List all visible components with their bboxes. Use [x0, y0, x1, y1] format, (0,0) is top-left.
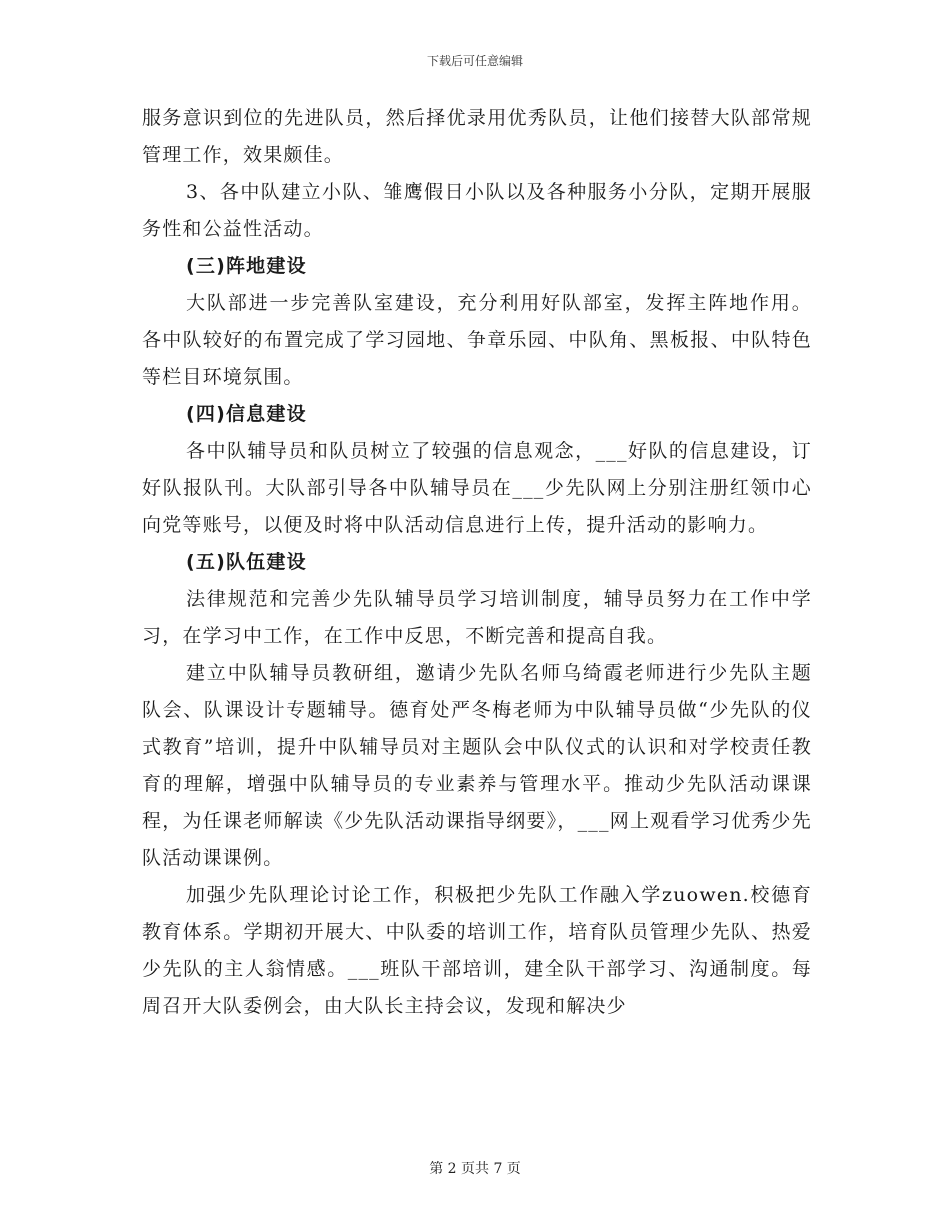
paragraph-1: 服务意识到位的先进队员，然后择优录用优秀队员，让他们接替大队部常规管理工作，效果颇佳。	[142, 107, 812, 166]
document-body	[142, 100, 812, 1025]
paragraph-5: 法律规范和完善少先队辅导员学习培训制度，辅导员努力在工作中学习，在学习中工作，在工作中反思，不断完善和提高自我。	[142, 588, 812, 647]
page-footer: 第 2 页共 7 页	[429, 1161, 521, 1177]
section-heading-3: (三)阵地建设	[186, 255, 307, 277]
section-heading-5: (五)队伍建设	[186, 551, 307, 573]
section-heading-4: (四)信息建设	[186, 403, 307, 425]
paragraph-2: 3、各中队建立小队、雏鹰假日小队以及各种服务小分队，定期开展服务性和公益性活动。	[142, 181, 812, 240]
paragraph-3: 大队部进一步完善队室建设，充分利用好队部室，发挥主阵地作用。各中队较好的布置完成了学习园地、争章乐园、中队角、黑板报、中队特色等栏目环境氛围。	[142, 292, 812, 388]
page-header: 下载后可任意编辑	[426, 54, 523, 68]
paragraph-7: 加强少先队理论讨论工作，积极把少先队工作融入学zuowen.校德育教育体系。学期初开展大、中队委的培训工作，培育队员管理少先队、热爱少先队的主人翁情感。___班队干部培训，建全队干部学习、沟通制度。每周召开大队委例会，由大队长主持会议，发现和解决少	[142, 884, 812, 1017]
paragraph-4: 各中队辅导员和队员树立了较强的信息观念，___好队的信息建设，订好队报队刊。大队部引导各中队辅导员在___少先队网上分别注册红领巾心向党等账号，以便及时将中队活动信息进行上传，提升活动的影响力。	[142, 440, 812, 536]
paragraph-6: 建立中队辅导员教研组，邀请少先队名师乌绮霞老师进行少先队主题队会、队课设计专题辅导。德育处严冬梅老师为中队辅导员做“少先队的仪式教育”培训，提升中队辅导员对主题队会中队仪式的认识和对学校责任教育的理解，增强中队辅导员的专业素养与管理水平。推动少先队活动课课程，为任课老师解读《少先队活动课指导纲要》，___网上观看学习优秀少先队活动课课例。	[142, 662, 812, 869]
